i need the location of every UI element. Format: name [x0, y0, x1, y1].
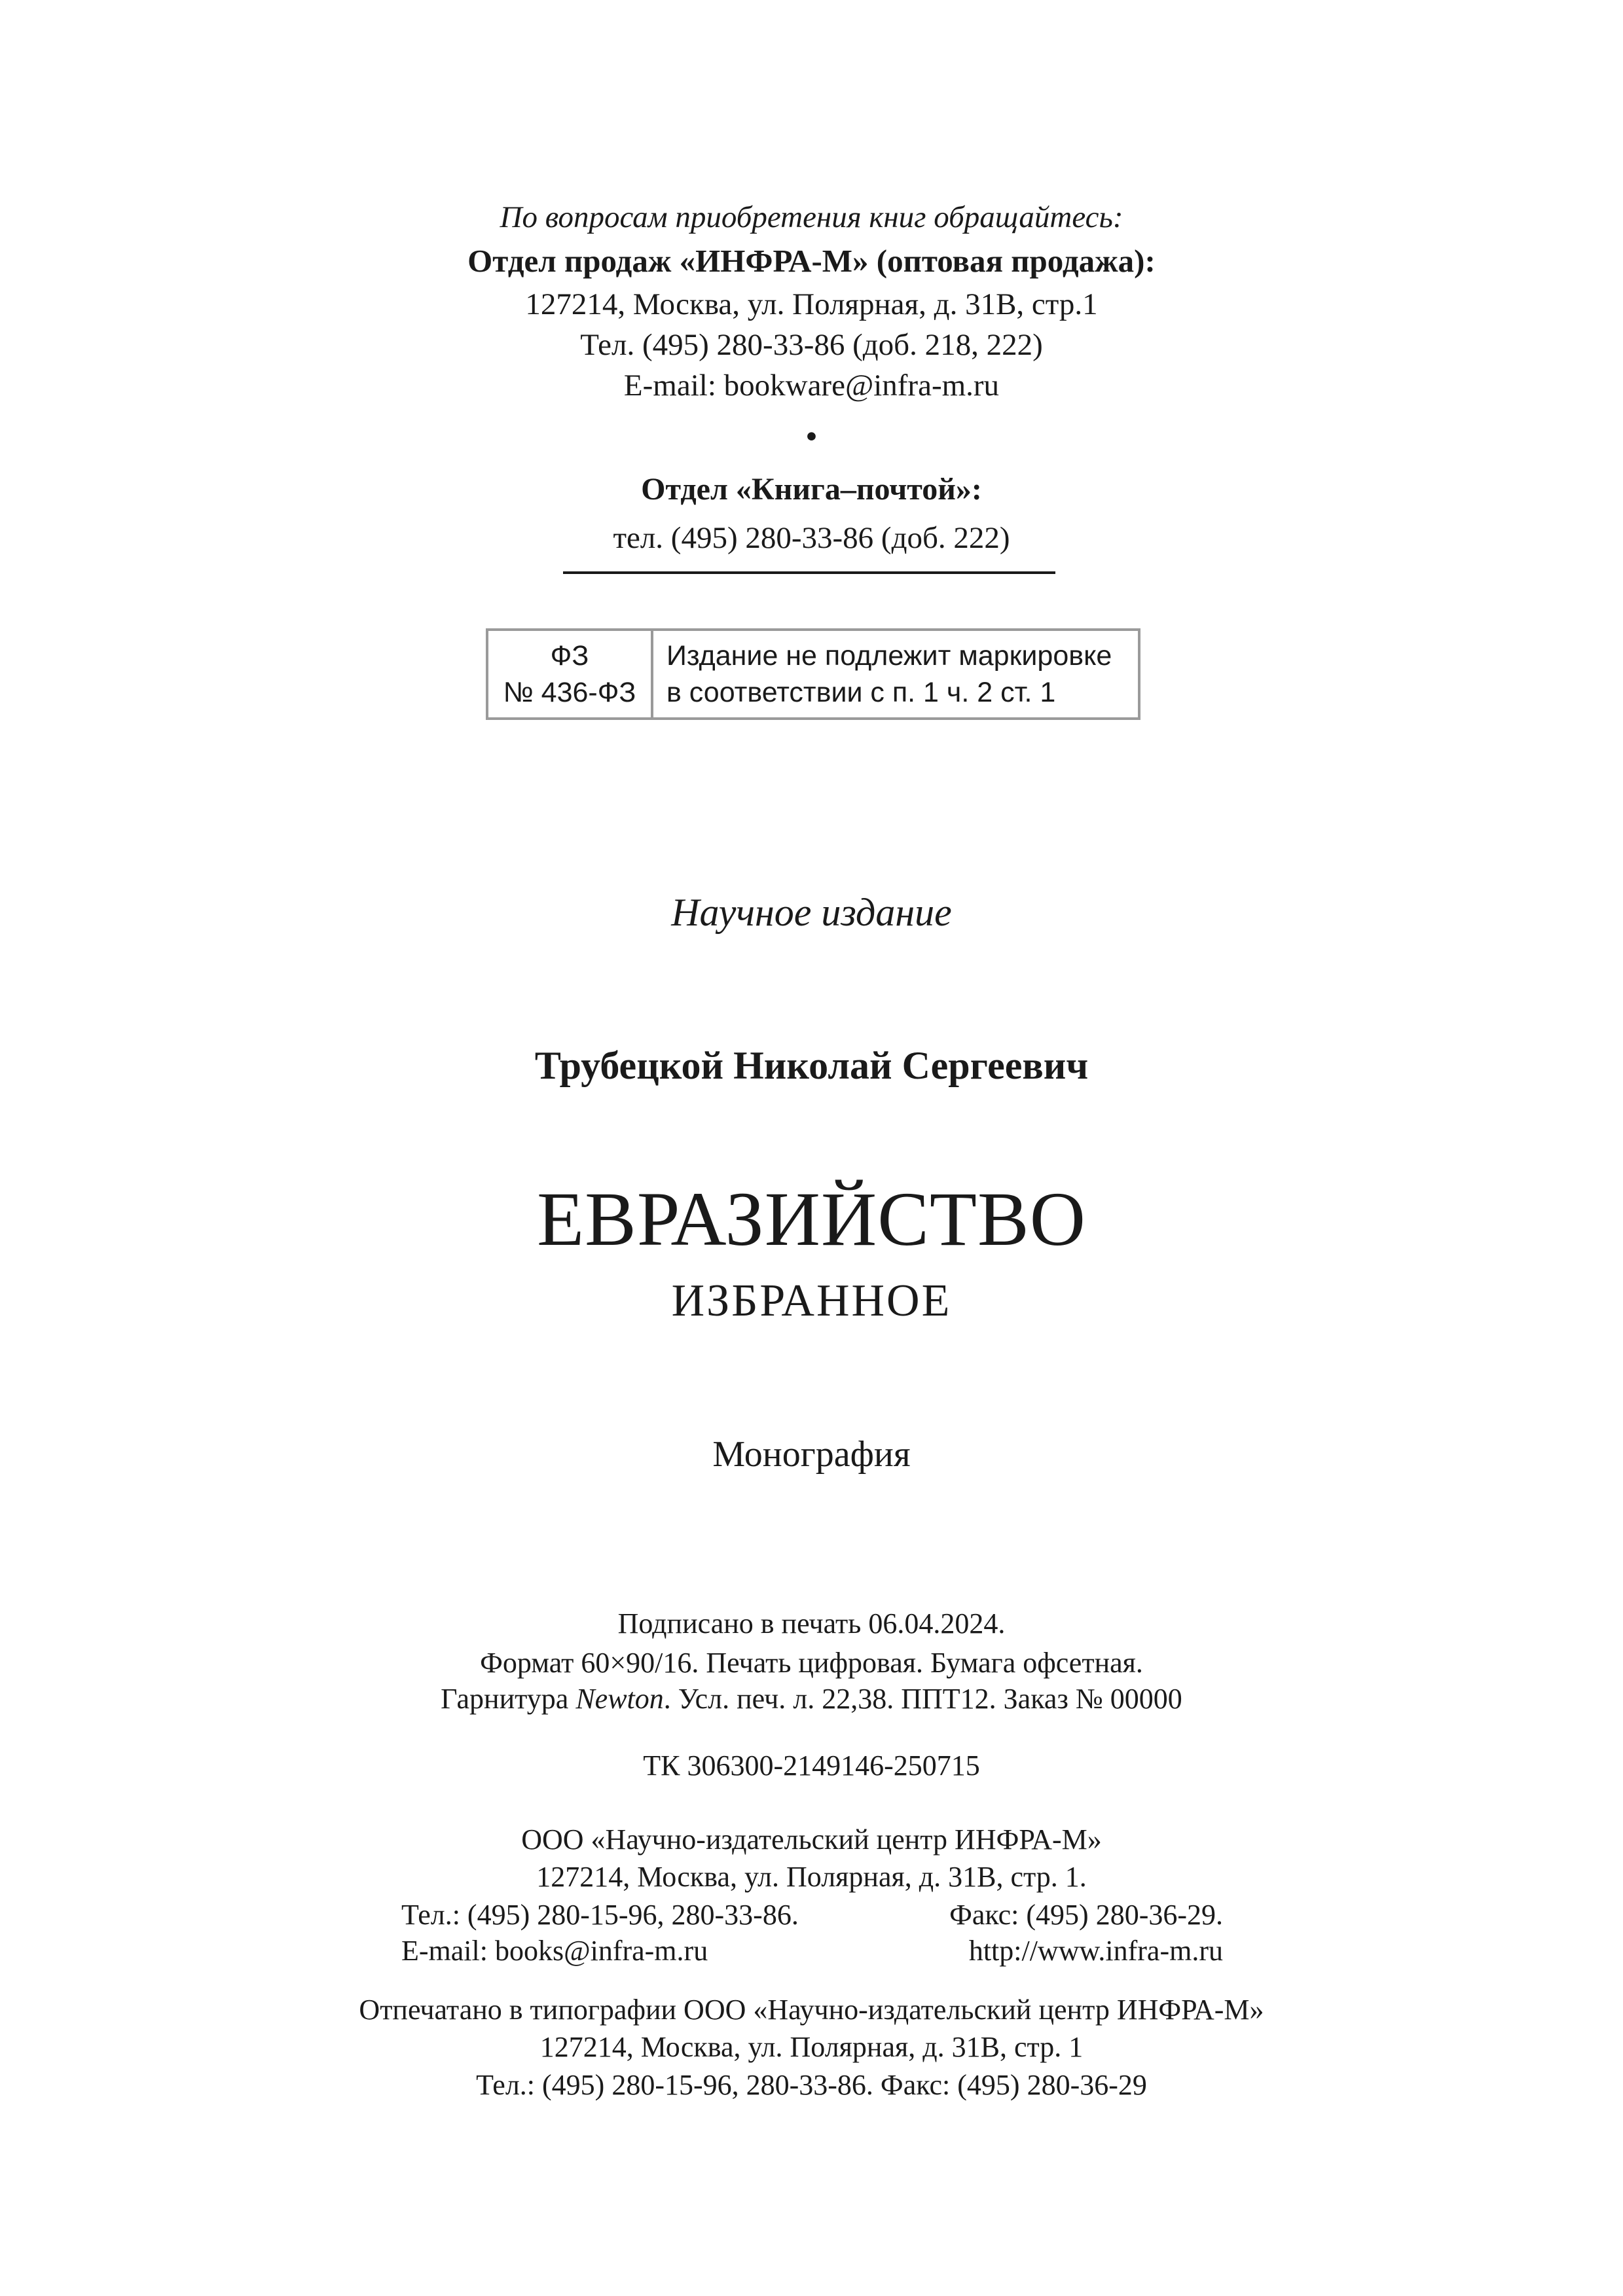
marking-note-cell	[653, 631, 1138, 717]
sales-heading: По вопросам приобретения книг обращайтесь:	[500, 200, 1123, 234]
publisher-phone: Тел.: (495) 280-15-96, 280-33-86.	[401, 1899, 799, 1931]
printer-phone: Тел.: (495) 280-15-96, 280-33-86. Факс: (495) 280-36-29	[476, 2069, 1147, 2101]
typeface-details: . Усл. печ. л. 22,38. ППТ12. Заказ № 00000	[663, 1683, 1182, 1715]
imprint-format: Формат 60×90/16. Печать цифровая. Бумага офсетная.	[480, 1647, 1143, 1679]
horizontal-divider	[563, 571, 1055, 574]
typeface-name: Newton	[575, 1683, 664, 1715]
publisher-name: ООО «Научно-издательский центр ИНФРА-М»	[521, 1823, 1102, 1856]
marking-note-line2: в соответствии с п. 1 ч. 2 ст. 1	[666, 677, 1056, 708]
law-marking-box	[486, 628, 1140, 720]
imprint-signed-date: Подписано в печать 06.04.2024.	[617, 1607, 1006, 1640]
mail-order-department: Отдел «Книга–почтой»:	[641, 472, 982, 507]
publisher-fax: Факс: (495) 280-36-29.	[949, 1899, 1223, 1931]
law-reference-line1: ФЗ	[550, 640, 589, 672]
law-reference-cell	[488, 631, 653, 717]
publisher-address: 127214, Москва, ул. Полярная, д. 31В, стр. 1.	[536, 1861, 1087, 1893]
sales-address: 127214, Москва, ул. Полярная, д. 31В, стр.1	[525, 287, 1098, 321]
publisher-online-row	[401, 1934, 1223, 1967]
book-title: ЕВРАЗИЙСТВО	[537, 1176, 1086, 1262]
typeface-prefix: Гарнитура	[441, 1683, 576, 1715]
sales-email: E-mail: bookware@infra-m.ru	[623, 368, 1000, 403]
sales-department: Отдел продаж «ИНФРА-М» (оптовая продажа):	[467, 243, 1156, 279]
printer-address: 127214, Москва, ул. Полярная, д. 31В, стр. 1	[539, 2031, 1084, 2063]
publisher-email: E-mail: books@infra-m.ru	[401, 1935, 708, 1967]
sales-phone: Тел. (495) 280-33-86 (доб. 218, 222)	[580, 328, 1043, 362]
book-subtitle: ИЗБРАННОЕ	[671, 1276, 952, 1326]
author-name: Трубецкой Николай Сергеевич	[534, 1044, 1089, 1087]
printer-name: Отпечатано в типографии ООО «Научно-издательский центр ИНФРА-М»	[359, 1994, 1264, 2026]
imprint-typeface-line	[0, 1682, 1623, 1715]
marking-note-line1: Издание не подлежит маркировке	[666, 640, 1112, 672]
law-reference-line2: № 436-ФЗ	[503, 677, 636, 708]
edition-type: Научное издание	[671, 891, 952, 934]
publisher-website: http://www.infra-m.ru	[968, 1935, 1223, 1967]
publisher-contacts-row	[401, 1898, 1223, 1931]
separator-bullet: •	[806, 420, 817, 454]
mail-order-phone: тел. (495) 280-33-86 (доб. 222)	[613, 521, 1010, 555]
imprint-tk-code: ТК 306300-2149146-250715	[643, 1749, 980, 1782]
book-genre: Монография	[712, 1434, 911, 1475]
